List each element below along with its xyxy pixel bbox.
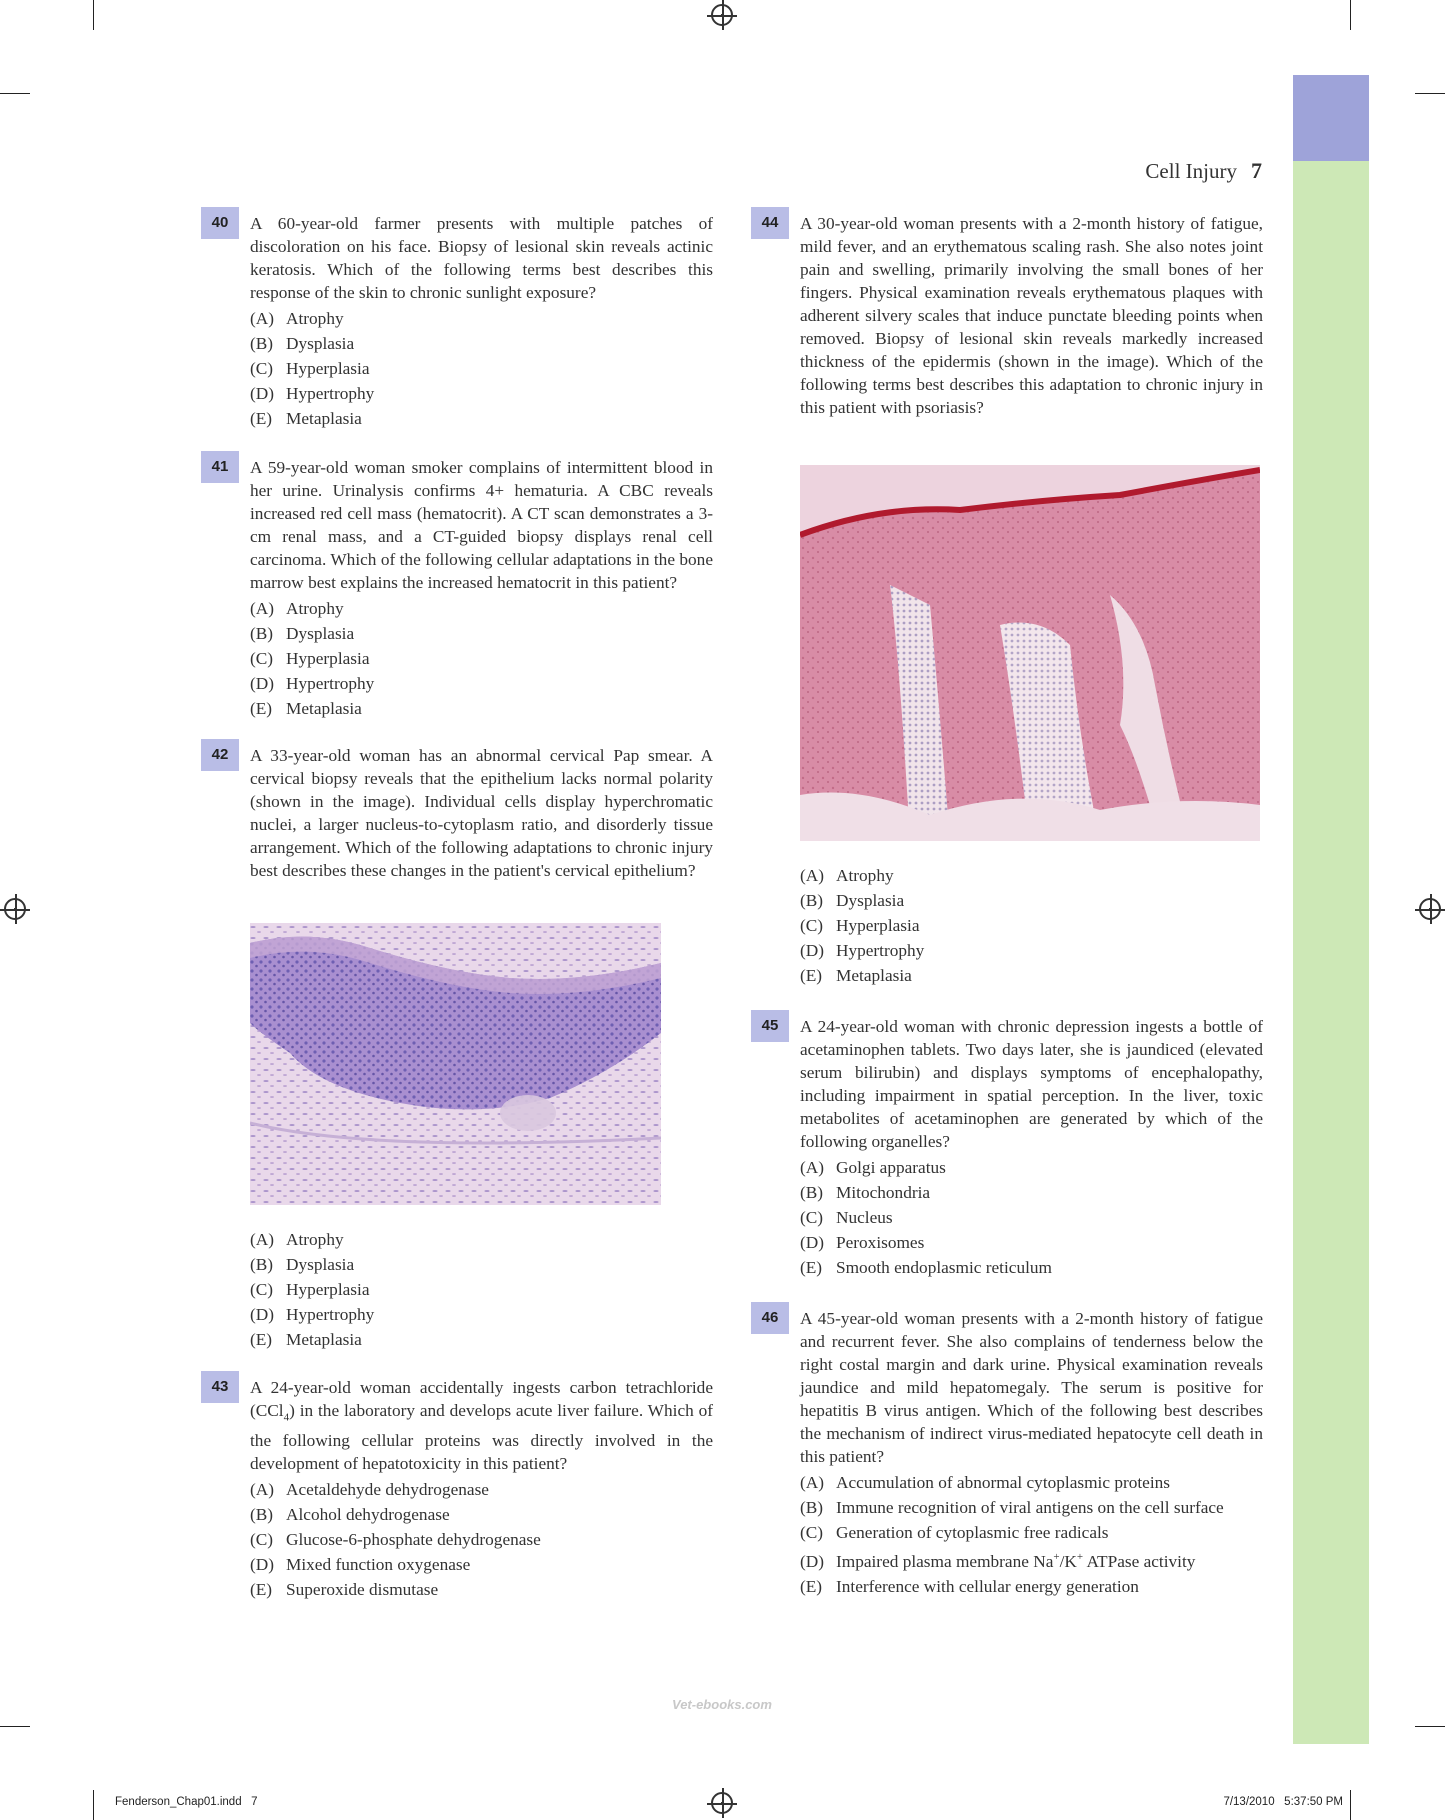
question-44-options (800, 861, 1263, 988)
answer-option[interactable]: (D) Hypertrophy (250, 1305, 375, 1324)
question-number: 46 (751, 1302, 789, 1334)
answer-option[interactable]: (D) Impaired plasma membrane Na+/K+ ATPase activity (800, 1551, 1196, 1571)
answer-option[interactable]: (C) Hyperplasia (250, 649, 370, 668)
answer-options (800, 1470, 1263, 1599)
answer-option[interactable]: (E) Smooth endoplasmic reticulum (800, 1258, 1052, 1277)
answer-option[interactable]: (E) Metaplasia (250, 699, 362, 718)
answer-options (800, 1155, 1263, 1280)
answer-option[interactable]: (D) Hypertrophy (800, 941, 925, 960)
crop-mark (1415, 1726, 1445, 1727)
question-46 (800, 1307, 1263, 1599)
answer-option[interactable]: (B) Dysplasia (800, 891, 905, 910)
question-number: 40 (201, 207, 239, 239)
answer-option[interactable]: (B) Alcohol dehydrogenase (250, 1505, 450, 1525)
registration-mark-icon (1419, 898, 1441, 920)
question-44 (800, 212, 1263, 419)
chapter-tab-green (1293, 161, 1369, 1744)
crop-mark (1350, 1790, 1351, 1820)
crop-mark (93, 0, 94, 30)
answer-options (250, 1227, 713, 1352)
answer-options (250, 1477, 713, 1602)
question-stem: A 24-year-old woman with chronic depression ingests a bottle of acetaminophen tablets. Two days later, she is jaundiced (elevated serum bilirubin) and displays symptoms of encephalopathy, including impairment in spatial perception. In the liver, toxic metabolites of acetaminophen are generated by which of the following organelles? (800, 1017, 1263, 1151)
footer-timestamp: 7/13/2010 5:37:50 PM (1223, 1796, 1343, 1808)
answer-option[interactable]: (C) Hyperplasia (250, 359, 370, 378)
question-number: 44 (751, 207, 789, 239)
answer-option[interactable]: (D) Hypertrophy (250, 674, 375, 693)
footer-filename: Fenderson_Chap01.indd 7 (115, 1796, 258, 1808)
answer-option[interactable]: (A) Accumulation of abnormal cytoplasmic proteins (800, 1473, 1171, 1492)
answer-option[interactable]: (A) Atrophy (800, 866, 894, 885)
crop-mark (1350, 0, 1351, 30)
answer-options (250, 306, 713, 431)
question-number: 41 (201, 451, 239, 483)
answer-option[interactable]: (E) Metaplasia (250, 409, 362, 428)
question-45 (800, 1015, 1263, 1280)
answer-option[interactable]: (D) Mixed function oxygenase (250, 1555, 471, 1575)
registration-mark-icon (711, 1792, 733, 1814)
question-stem: A 59-year-old woman smoker complains of intermittent blood in her urine. Urinalysis confirms 4+ hematuria. A CBC reveals increased red cell mass (hematocrit). A CT scan demonstrates a 3-cm renal mass, and a CT-guided biopsy displays renal cell carcinoma. Which of the following cellular adaptations in the bone marrow best explains the increased hematocrit in this patient? (250, 458, 713, 592)
answer-option[interactable]: (B) Dysplasia (250, 1255, 355, 1274)
answer-option[interactable]: (A) Atrophy (250, 599, 344, 618)
answer-option[interactable]: (C) Generation of cytoplasmic free radicals (800, 1523, 1109, 1542)
question-number: 43 (201, 1371, 239, 1403)
cervical-biopsy-micrograph (250, 923, 661, 1205)
question-42-options (250, 1225, 713, 1352)
answer-option[interactable]: (A) Atrophy (250, 1230, 344, 1249)
answer-option[interactable]: (E) Superoxide dismutase (250, 1580, 439, 1600)
question-stem: A 30-year-old woman presents with a 2-month history of fatigue, mild fever, and an erythematous scaling rash. She also notes joint pain and swelling, primarily involving the small bones of her fingers. Physical examination reveals erythematous plaques with adherent silvery scales that induce punctate bleeding points when removed. Biopsy of lesional skin reveals markedly increased thickness of the epidermis (shown in the image). Which of the following terms best describes this adaptation to chronic injury in this patient with psoriasis? (800, 214, 1263, 417)
answer-option[interactable]: (C) Hyperplasia (250, 1280, 370, 1299)
registration-mark-icon (711, 4, 733, 26)
crop-mark (93, 1790, 94, 1820)
question-number: 45 (751, 1010, 789, 1042)
question-stem: A 24-year-old woman accidentally ingests carbon tetrachloride (CCl$_4$) in the laboratory and develops acute liver failure. Which of the following cellular proteins was directly involved in the development of hepatotoxicity in this patient? (250, 1378, 713, 1474)
registration-mark-icon (4, 898, 26, 920)
crop-mark (1415, 93, 1445, 94)
question-number: 42 (201, 739, 239, 771)
question-41 (250, 456, 713, 721)
question-stem: A 45-year-old woman presents with a 2-month history of fatigue and recurrent fever. She also complains of tenderness below the right costal margin and dark urine. Physical examination reveals jaundice and mild hepatomegaly. The serum is positive for hepatitis B virus antigen. Which of the following best describes the mechanism of indirect virus-mediated hepatocyte cell death in this patient? (800, 1309, 1263, 1466)
crop-mark (0, 1726, 30, 1727)
answer-option[interactable]: (B) Immune recognition of viral antigens on the cell surface (800, 1498, 1224, 1517)
answer-option[interactable]: (C) Nucleus (800, 1208, 893, 1227)
skin-biopsy-micrograph (800, 465, 1260, 841)
question-42 (250, 744, 713, 882)
answer-option[interactable]: (A) Atrophy (250, 309, 344, 328)
question-stem: A 33-year-old woman has an abnormal cervical Pap smear. A cervical biopsy reveals that the epithelium lacks normal polarity (shown in the image). Individual cells display hyperchromatic nuclei, a larger nucleus-to-cytoplasm ratio, and disorderly tissue arrangement. Which of the following adaptations to chronic injury best describes these changes in the patient's cervical epithelium? (250, 746, 713, 880)
chapter-tab-blue (1293, 75, 1369, 161)
running-head (1145, 158, 1262, 184)
answer-option[interactable]: (D) Peroxisomes (800, 1233, 925, 1252)
answer-option[interactable]: (C) Hyperplasia (800, 916, 920, 935)
answer-options (250, 596, 713, 721)
crop-mark (0, 93, 30, 94)
answer-option[interactable]: (D) Hypertrophy (250, 384, 375, 403)
answer-option[interactable]: (B) Mitochondria (800, 1183, 931, 1202)
answer-option[interactable]: (E) Metaplasia (250, 1330, 362, 1349)
answer-option[interactable]: (A) Golgi apparatus (800, 1158, 946, 1177)
answer-option[interactable]: (E) Interference with cellular energy generation (800, 1576, 1139, 1596)
question-43 (250, 1376, 713, 1602)
answer-option[interactable]: (C) Glucose-6-phosphate dehydrogenase (250, 1530, 541, 1550)
question-40 (250, 212, 713, 431)
answer-option[interactable]: (E) Metaplasia (800, 966, 912, 985)
section-title: Cell Injury (1145, 159, 1237, 183)
answer-option[interactable]: (B) Dysplasia (250, 334, 355, 353)
answer-options (800, 863, 1263, 988)
answer-option[interactable]: (B) Dysplasia (250, 624, 355, 643)
answer-option[interactable]: (A) Acetaldehyde dehydrogenase (250, 1480, 489, 1500)
question-stem: A 60-year-old farmer presents with multiple patches of discoloration on his face. Biopsy of lesional skin reveals actinic keratosis. Which of the following terms best describes this response of the skin to chronic sunlight exposure? (250, 214, 713, 302)
watermark: Vet-ebooks.com (672, 1697, 772, 1712)
page-number: 7 (1251, 158, 1262, 183)
